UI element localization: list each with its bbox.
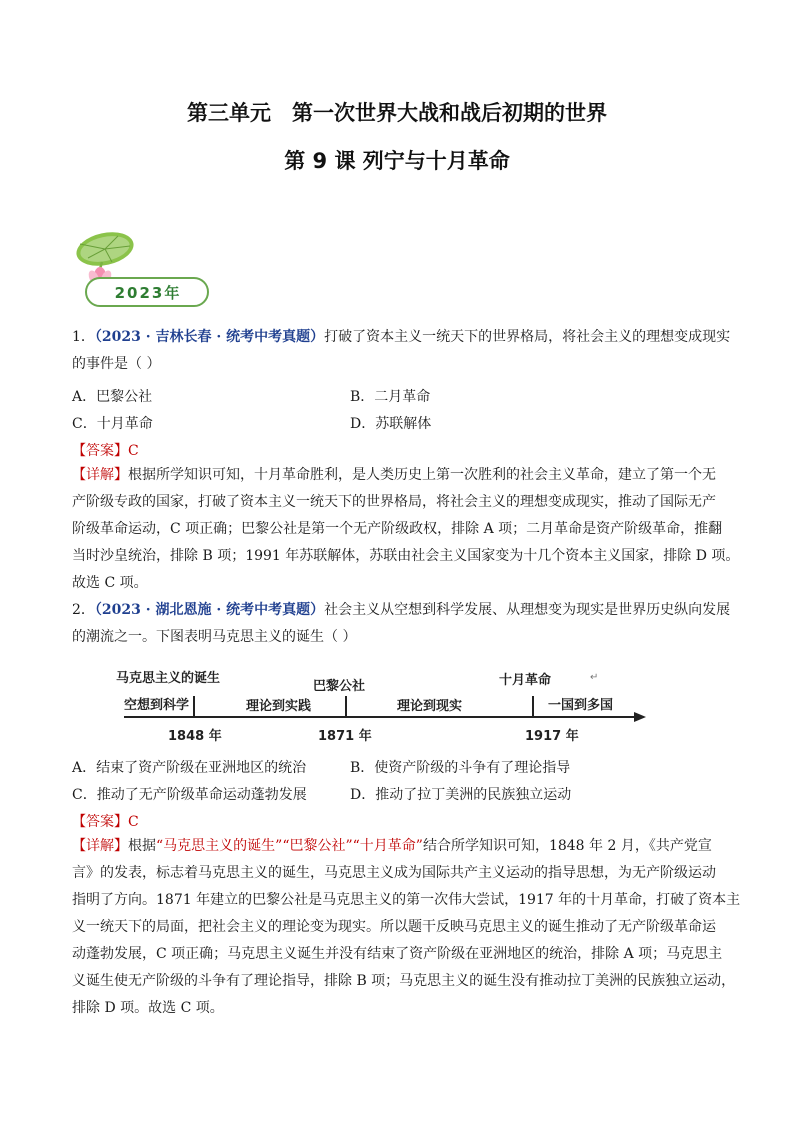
detail-label: 【详解】: [72, 467, 128, 483]
timeline-arrow-icon: [634, 712, 646, 722]
lesson-title: 第 9 课 列宁与十月革命: [284, 149, 510, 173]
detail-line: 指明了方向。1871 年建立的巴黎公社是马克思主义的第一次伟大尝试，1917 年的十月革命，打破了资本主: [72, 892, 741, 908]
option-a: A．结束了资产阶级在亚洲地区的统治: [72, 760, 307, 776]
question-1: [72, 324, 732, 378]
detail-line: 当时沙皇统治，排除 B 项；1991 年苏联解体，苏联由社会主义国家变为十几个资本主义国家，排除 D 项。: [72, 548, 740, 564]
label-october-revolution: 十月革命: [499, 673, 552, 688]
detail-line: 【详解】根据所学知识可知，十月革命胜利，是人类历史上第一次胜利的社会主义革命，建立了第一个无: [72, 467, 716, 483]
year-badge-label: 2023年: [114, 284, 182, 302]
detail-label: 【详解】: [72, 838, 128, 854]
question-2-stem-line2: 的潮流之一。下图表明马克思主义的诞生（ ）: [72, 629, 357, 645]
question-1-stem-line2: 的事件是（ ）: [72, 356, 161, 372]
question-stem: 打破了资本主义一统天下的世界格局，将社会主义的理想变成现实: [324, 329, 731, 345]
option-b: B．二月革命: [350, 389, 431, 405]
year-1848: 1848 年: [168, 729, 222, 744]
label-paris-commune: 巴黎公社: [313, 679, 366, 694]
answer-line: [72, 440, 139, 460]
label-marx-birth: 马克思主义的诞生: [116, 671, 221, 686]
answer-label: 【答案】: [72, 443, 128, 459]
question-stem: 社会主义从空想到科学发展、从理想变为现实是世界历史纵向发展: [324, 602, 731, 618]
detail-line: 义诞生使无产阶级的斗争有了理论指导，排除 B 项；马克思主义的诞生没有推动拉丁美洲的民族独立运动，: [72, 973, 736, 989]
detail-line: 产阶级专政的国家，打破了资本主义一统天下的世界格局，将社会主义的理想变成现实，推动了国际无产: [72, 494, 716, 510]
option-c: C．十月革命: [72, 416, 153, 432]
year-badge: [68, 222, 218, 310]
answer-line: [72, 811, 139, 831]
question-number: 2．: [72, 602, 95, 618]
timeline-diagram: [110, 660, 660, 750]
detail-line: 动蓬勃发展，C 项正确；马克思主义诞生并没有结束了资产阶级在亚洲地区的统治，排除 A 项；马克思主: [72, 946, 723, 962]
question-number: 1．: [72, 329, 95, 345]
question-1-stem-line1: [72, 324, 732, 351]
detail-line: 言》的发表，标志着马克思主义的诞生，马克思主义成为国际共产主义运动的指导思想，为无产阶级运动: [72, 865, 716, 881]
detail-line: 义一统天下的局面，把社会主义的理论变为现实。所以题干反映马克思主义的诞生推动了无产阶级革命运: [72, 919, 716, 935]
answer-value: C: [128, 443, 139, 459]
label-theory-to-reality: 理论到现实: [397, 699, 463, 714]
year-1871: 1871 年: [318, 729, 372, 744]
label-one-to-many: 一国到多国: [548, 698, 614, 713]
answer-value: C: [128, 814, 139, 830]
detail-line: 排除 D 项。故选 C 项。: [72, 1000, 224, 1016]
label-utopia-to-science: 空想到科学: [124, 698, 190, 713]
year-1917: 1917 年: [525, 729, 579, 744]
question-1-detail: [72, 462, 740, 597]
detail-quote: “马克思主义的诞生”“巴黎公社”“十月革命”: [156, 838, 423, 854]
question-source: （2023 · 湖北恩施 · 统考中考真题）: [94, 602, 325, 618]
question-2-detail: [72, 833, 741, 1022]
option-d: D．推动了拉丁美洲的民族独立运动: [350, 787, 572, 803]
label-theory-to-practice: 理论到实践: [246, 699, 312, 714]
answer-label: 【答案】: [72, 814, 128, 830]
unit-title: 第三单元 第一次世界大战和战后初期的世界: [187, 101, 607, 125]
option-a: A．巴黎公社: [72, 389, 153, 405]
detail-line: 阶级革命运动，C 项正确；巴黎公社是第一个无产阶级政权，排除 A 项；二月革命是资产阶级革命，推翻: [72, 521, 723, 537]
option-d: D．苏联解体: [350, 416, 432, 432]
detail-line: 【详解】根据“马克思主义的诞生”“巴黎公社”“十月革命”结合所学知识可知，1848 年 2 月，《共产党宣: [72, 838, 712, 854]
question-2-stem-line1: [72, 597, 732, 624]
option-b: B．使资产阶级的斗争有了理论指导: [350, 760, 571, 776]
return-mark: ↵: [590, 672, 599, 683]
option-c: C．推动了无产阶级革命运动蓬勃发展: [72, 787, 307, 803]
question-2: [72, 597, 732, 651]
detail-line: 故选 C 项。: [72, 575, 148, 591]
question-source: （2023 · 吉林长春 · 统考中考真题）: [94, 329, 325, 345]
